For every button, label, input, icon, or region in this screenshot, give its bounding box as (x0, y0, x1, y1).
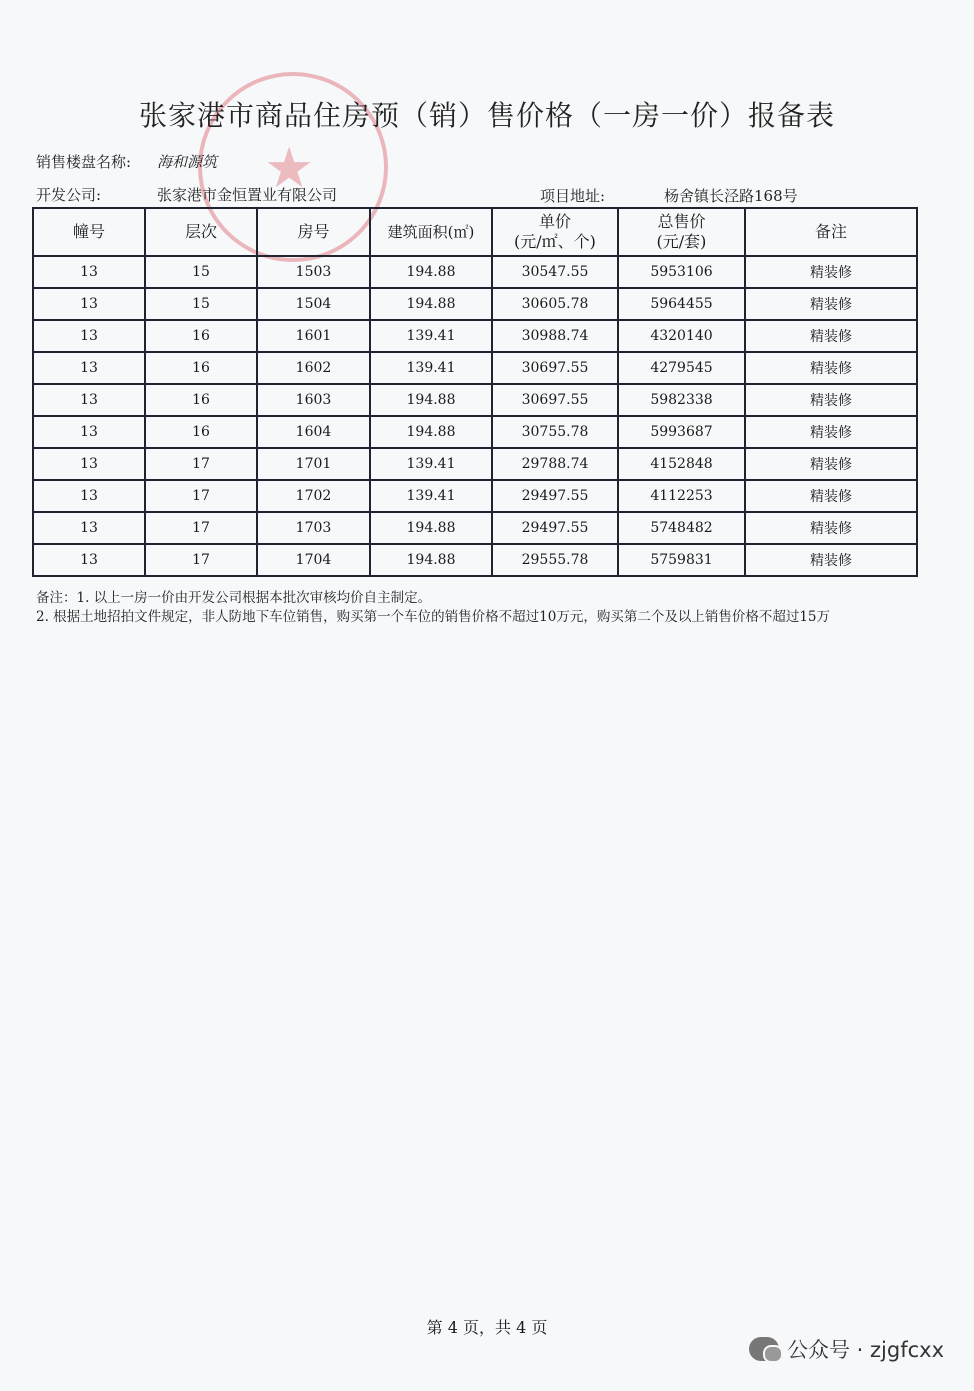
cell-remark: 精装修 (745, 256, 917, 288)
cell-remark: 精装修 (745, 384, 917, 416)
cell-building: 13 (33, 416, 145, 448)
cell-unit-price: 30697.55 (492, 352, 618, 384)
cell-total-price: 4279545 (618, 352, 745, 384)
cell-total-price: 4112253 (618, 480, 745, 512)
table-row (33, 416, 917, 448)
cell-floor: 15 (145, 288, 257, 320)
table-row (33, 288, 917, 320)
table-header-row (33, 208, 917, 256)
project-name-value: 海和源筑 (157, 153, 218, 171)
cell-area: 194.88 (370, 512, 492, 544)
cell-unit-price: 30697.55 (492, 384, 618, 416)
cell-area: 194.88 (370, 288, 492, 320)
cell-unit-price: 29555.78 (492, 544, 618, 576)
cell-floor: 17 (145, 544, 257, 576)
cell-building: 13 (33, 320, 145, 352)
page-title: 张家港市商品住房预（销）售价格（一房一价）报备表 (138, 99, 835, 132)
header-remark: 备注 (745, 208, 917, 256)
cell-building: 13 (33, 448, 145, 480)
cell-floor: 16 (145, 320, 257, 352)
cell-area: 139.41 (370, 352, 492, 384)
header-total-price-line1: 总售价 (657, 212, 706, 231)
cell-unit-price: 29788.74 (492, 448, 618, 480)
cell-floor: 16 (145, 416, 257, 448)
cell-building: 13 (33, 544, 145, 576)
cell-building: 13 (33, 480, 145, 512)
watermark-text: 公众号 · zjgfcxx (786, 1338, 944, 1362)
address-value: 杨舍镇长泾路168号 (664, 187, 798, 205)
cell-unit-price: 29497.55 (492, 512, 618, 544)
cell-total-price: 5953106 (618, 256, 745, 288)
cell-unit-price: 29497.55 (492, 480, 618, 512)
cell-remark: 精装修 (745, 544, 917, 576)
cell-floor: 17 (145, 448, 257, 480)
header-unit-price (492, 208, 618, 256)
cell-total-price: 5759831 (618, 544, 745, 576)
cell-total-price: 5964455 (618, 288, 745, 320)
cell-room: 1704 (257, 544, 370, 576)
cell-room: 1602 (257, 352, 370, 384)
cell-building: 13 (33, 256, 145, 288)
cell-total-price: 5982338 (618, 384, 745, 416)
cell-unit-price: 30547.55 (492, 256, 618, 288)
cell-floor: 15 (145, 256, 257, 288)
cell-remark: 精装修 (745, 512, 917, 544)
cell-building: 13 (33, 512, 145, 544)
cell-area: 139.41 (370, 480, 492, 512)
cell-floor: 17 (145, 512, 257, 544)
project-name-label: 销售楼盘名称: (36, 153, 132, 171)
cell-remark: 精装修 (745, 448, 917, 480)
cell-building: 13 (33, 384, 145, 416)
watermark (749, 1334, 944, 1364)
cell-room: 1701 (257, 448, 370, 480)
header-unit-price-line1: 单价 (538, 212, 571, 231)
cell-area: 139.41 (370, 448, 492, 480)
table-row (33, 384, 917, 416)
cell-total-price: 5993687 (618, 416, 745, 448)
cell-floor: 16 (145, 384, 257, 416)
cell-area: 194.88 (370, 256, 492, 288)
cell-area: 139.41 (370, 320, 492, 352)
header-floor: 层次 (145, 208, 257, 256)
cell-room: 1703 (257, 512, 370, 544)
cell-remark: 精装修 (745, 352, 917, 384)
address-label: 项目地址: (540, 187, 606, 205)
header-total-price-line2: (元/套) (656, 232, 707, 251)
table-row (33, 512, 917, 544)
header-area: 建筑面积(㎡) (370, 208, 492, 256)
table-row (33, 544, 917, 576)
cell-room: 1504 (257, 288, 370, 320)
notes (36, 589, 830, 627)
developer-label: 开发公司: (36, 186, 102, 204)
cell-total-price: 4320140 (618, 320, 745, 352)
cell-room: 1702 (257, 480, 370, 512)
price-table (32, 207, 918, 577)
cell-unit-price: 30755.78 (492, 416, 618, 448)
header-room: 房号 (257, 208, 370, 256)
cell-room: 1503 (257, 256, 370, 288)
table-row (33, 256, 917, 288)
table-row (33, 480, 917, 512)
cell-remark: 精装修 (745, 320, 917, 352)
star-icon: ★ (264, 136, 315, 201)
cell-remark: 精装修 (745, 480, 917, 512)
header-total-price (618, 208, 745, 256)
cell-building: 13 (33, 352, 145, 384)
cell-total-price: 4152848 (618, 448, 745, 480)
cell-area: 194.88 (370, 544, 492, 576)
header-unit-price-line2: (元/㎡、个) (514, 232, 596, 251)
cell-unit-price: 30605.78 (492, 288, 618, 320)
cell-remark: 精装修 (745, 288, 917, 320)
cell-floor: 16 (145, 352, 257, 384)
note-line: 备注：1. 以上一房一价由开发公司根据本批次审核均价自主制定。 (36, 590, 432, 606)
page-number: 第 4 页，共 4 页 (426, 1318, 548, 1337)
header-building: 幢号 (33, 208, 145, 256)
developer-value: 张家港市金恒置业有限公司 (157, 186, 338, 204)
cell-room: 1603 (257, 384, 370, 416)
cell-total-price: 5748482 (618, 512, 745, 544)
cell-room: 1604 (257, 416, 370, 448)
cell-floor: 17 (145, 480, 257, 512)
cell-building: 13 (33, 288, 145, 320)
table-row (33, 448, 917, 480)
cell-room: 1601 (257, 320, 370, 352)
note-line: 2. 根据土地招拍文件规定，非人防地下车位销售，购买第一个车位的销售价格不超过10万元，购买第二个及以上销售价格不超过15万 (36, 609, 831, 625)
cell-area: 194.88 (370, 416, 492, 448)
cell-area: 194.88 (370, 384, 492, 416)
wechat-icon (749, 1337, 779, 1361)
table-row (33, 352, 917, 384)
cell-unit-price: 30988.74 (492, 320, 618, 352)
table-row (33, 320, 917, 352)
cell-remark: 精装修 (745, 416, 917, 448)
